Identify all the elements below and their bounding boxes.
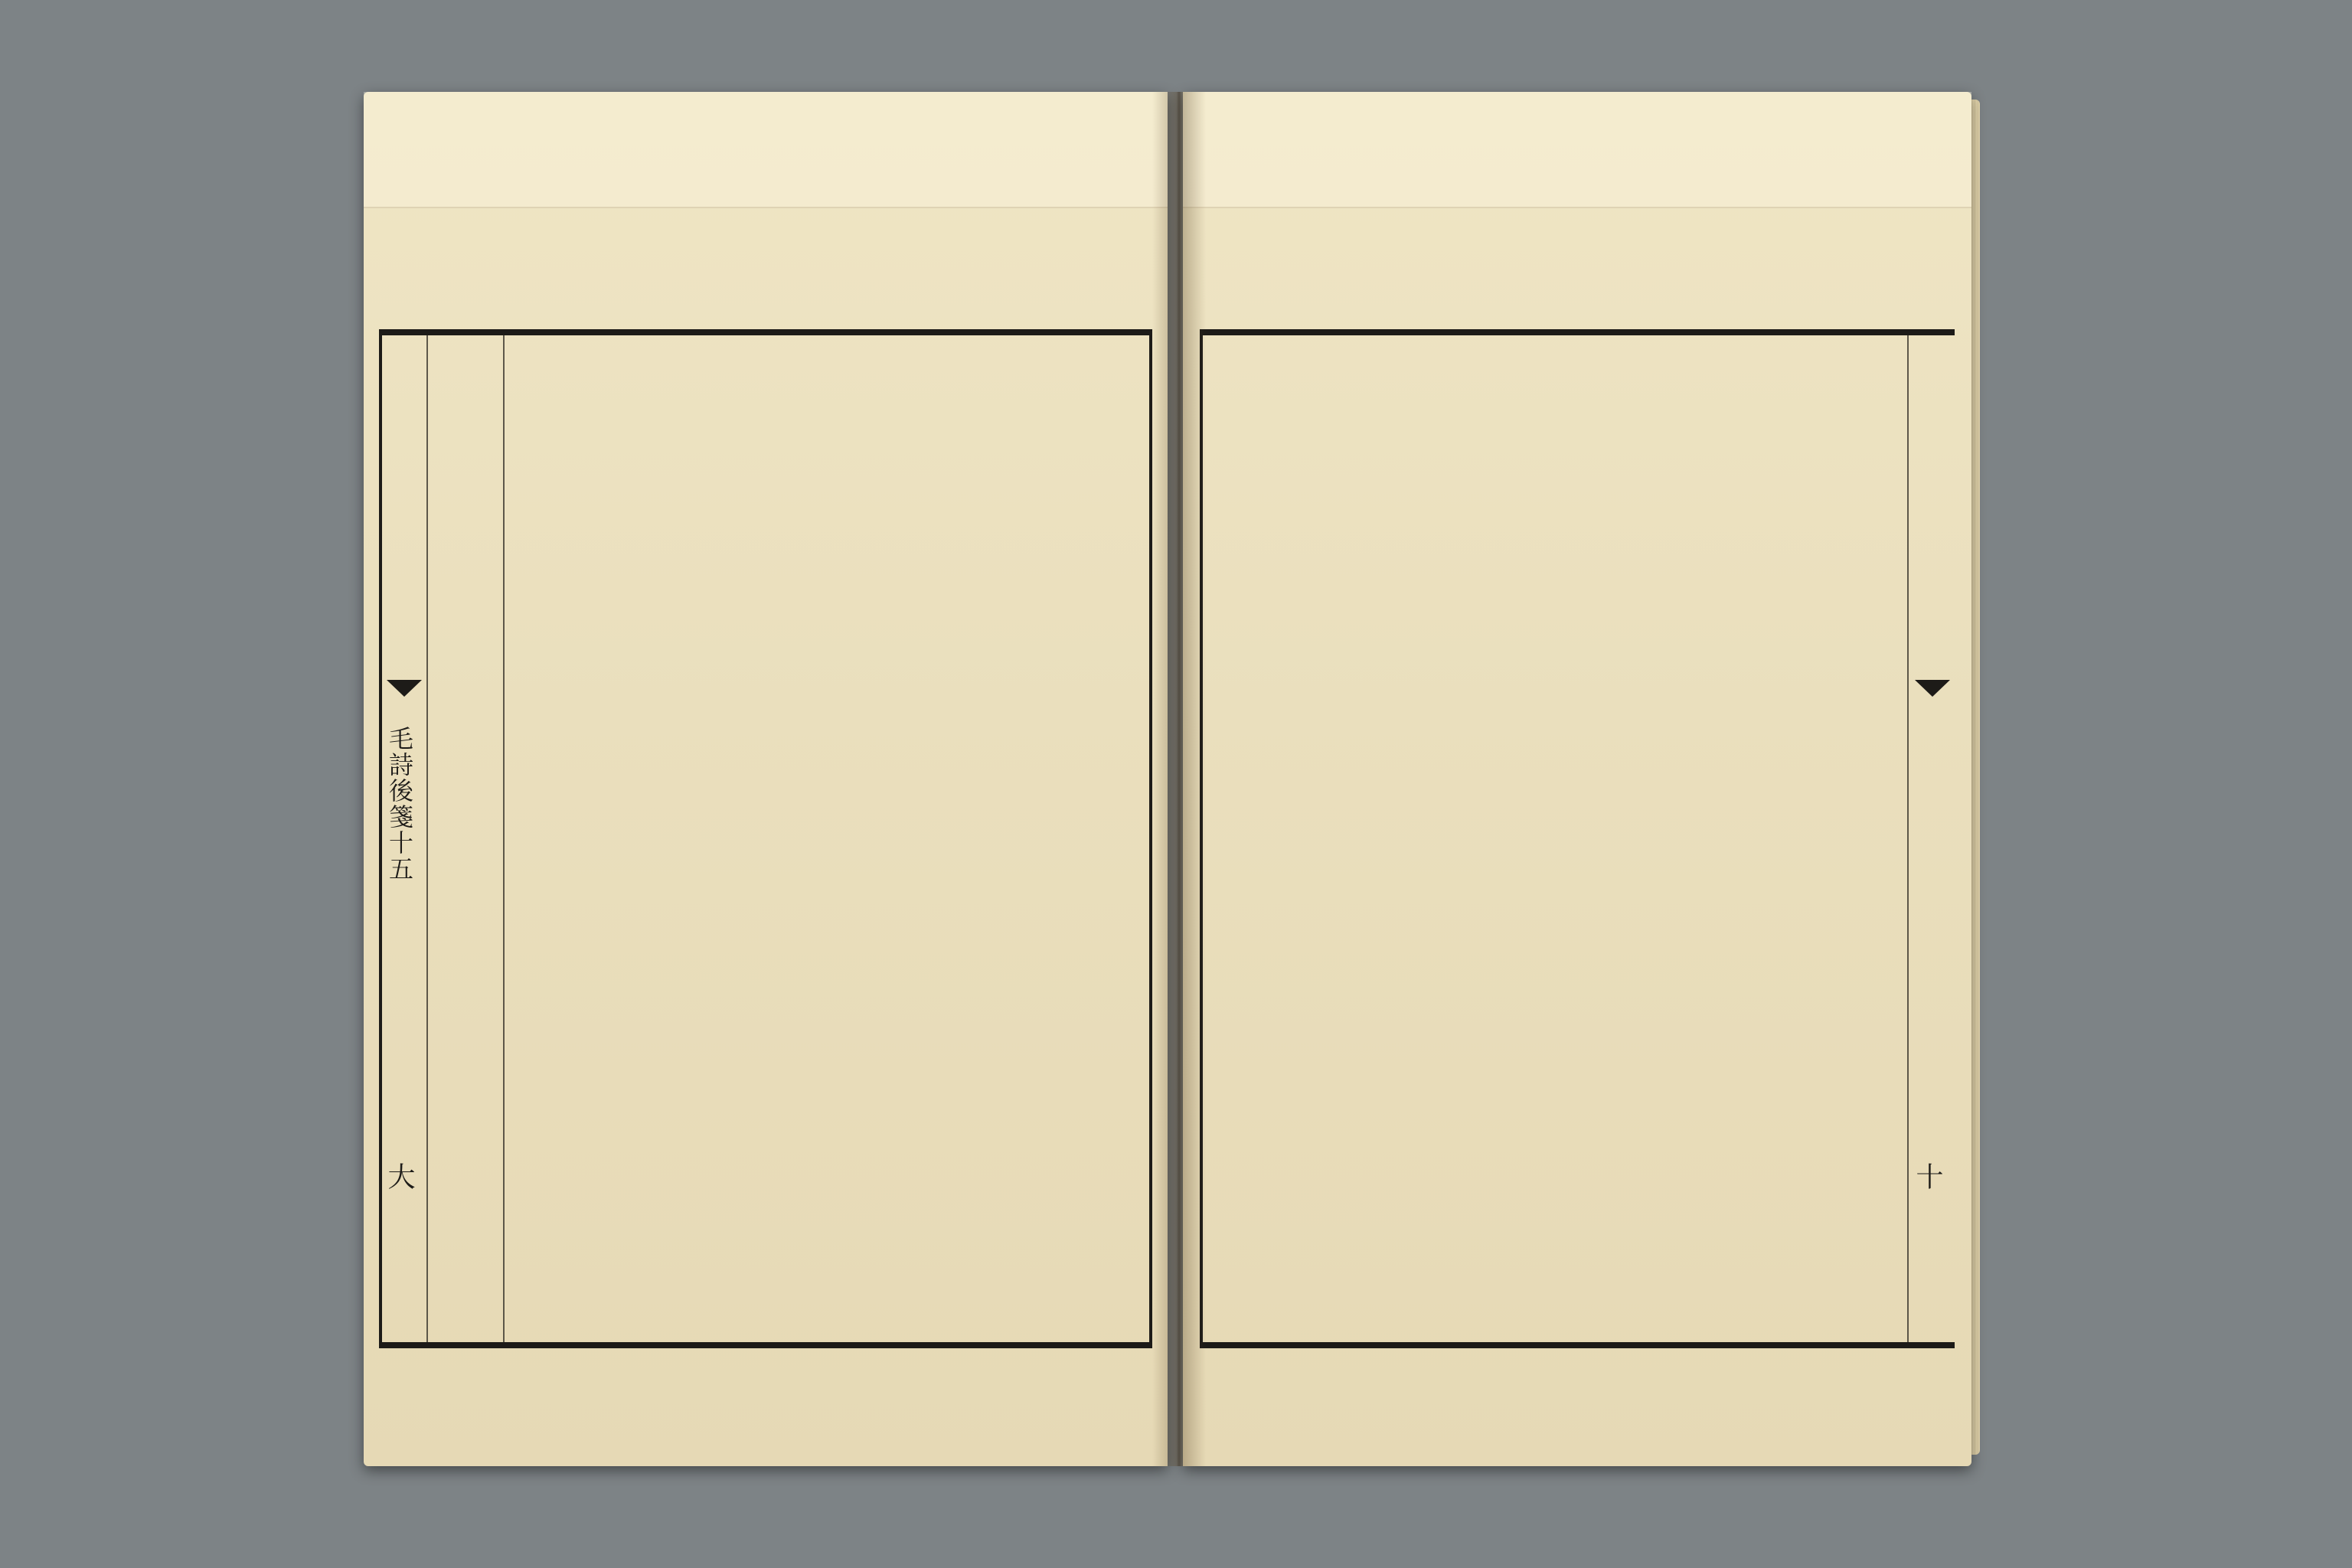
book-gutter [1152, 92, 1206, 1466]
right-text-column [1509, 345, 1570, 1333]
left-text-column [619, 345, 681, 1333]
right-text-column [1569, 345, 1630, 1333]
left-fish-tail-mark [387, 680, 422, 697]
right-paste-band [1183, 92, 1971, 208]
left-page [364, 92, 1168, 1466]
right-text-column [1628, 345, 1690, 1333]
left-text-column [918, 345, 979, 1333]
right-text-column [1688, 345, 1749, 1333]
left-text-column [560, 345, 621, 1333]
right-folio-number: 十 [1912, 1162, 1943, 1190]
left-paste-band [364, 92, 1168, 208]
left-text-column [679, 345, 740, 1333]
left-text-column [739, 345, 800, 1333]
right-page [1183, 92, 1971, 1466]
right-text-column [1210, 345, 1272, 1333]
right-text-frame [1200, 329, 1955, 1348]
right-text-column [1270, 345, 1331, 1333]
left-text-column [1089, 345, 1151, 1333]
left-text-frame [379, 329, 1152, 1348]
right-text-column [1390, 345, 1451, 1333]
right-fish-tail-mark [1915, 680, 1950, 697]
left-banxin [382, 335, 426, 1342]
left-banxin-section: 毛詩後箋十五 [385, 726, 414, 882]
right-banxin [1910, 335, 1955, 1342]
right-text-column [1330, 345, 1391, 1333]
left-text-column [799, 345, 860, 1333]
right-text-column [1748, 345, 1809, 1333]
left-folio-number: 大 [384, 1162, 415, 1190]
right-text-column [1808, 345, 1869, 1333]
left-text-column [978, 345, 1039, 1333]
right-text-column [1449, 345, 1511, 1333]
left-text-column [858, 345, 920, 1333]
left-text-column [500, 345, 561, 1333]
left-text-column [440, 345, 501, 1333]
